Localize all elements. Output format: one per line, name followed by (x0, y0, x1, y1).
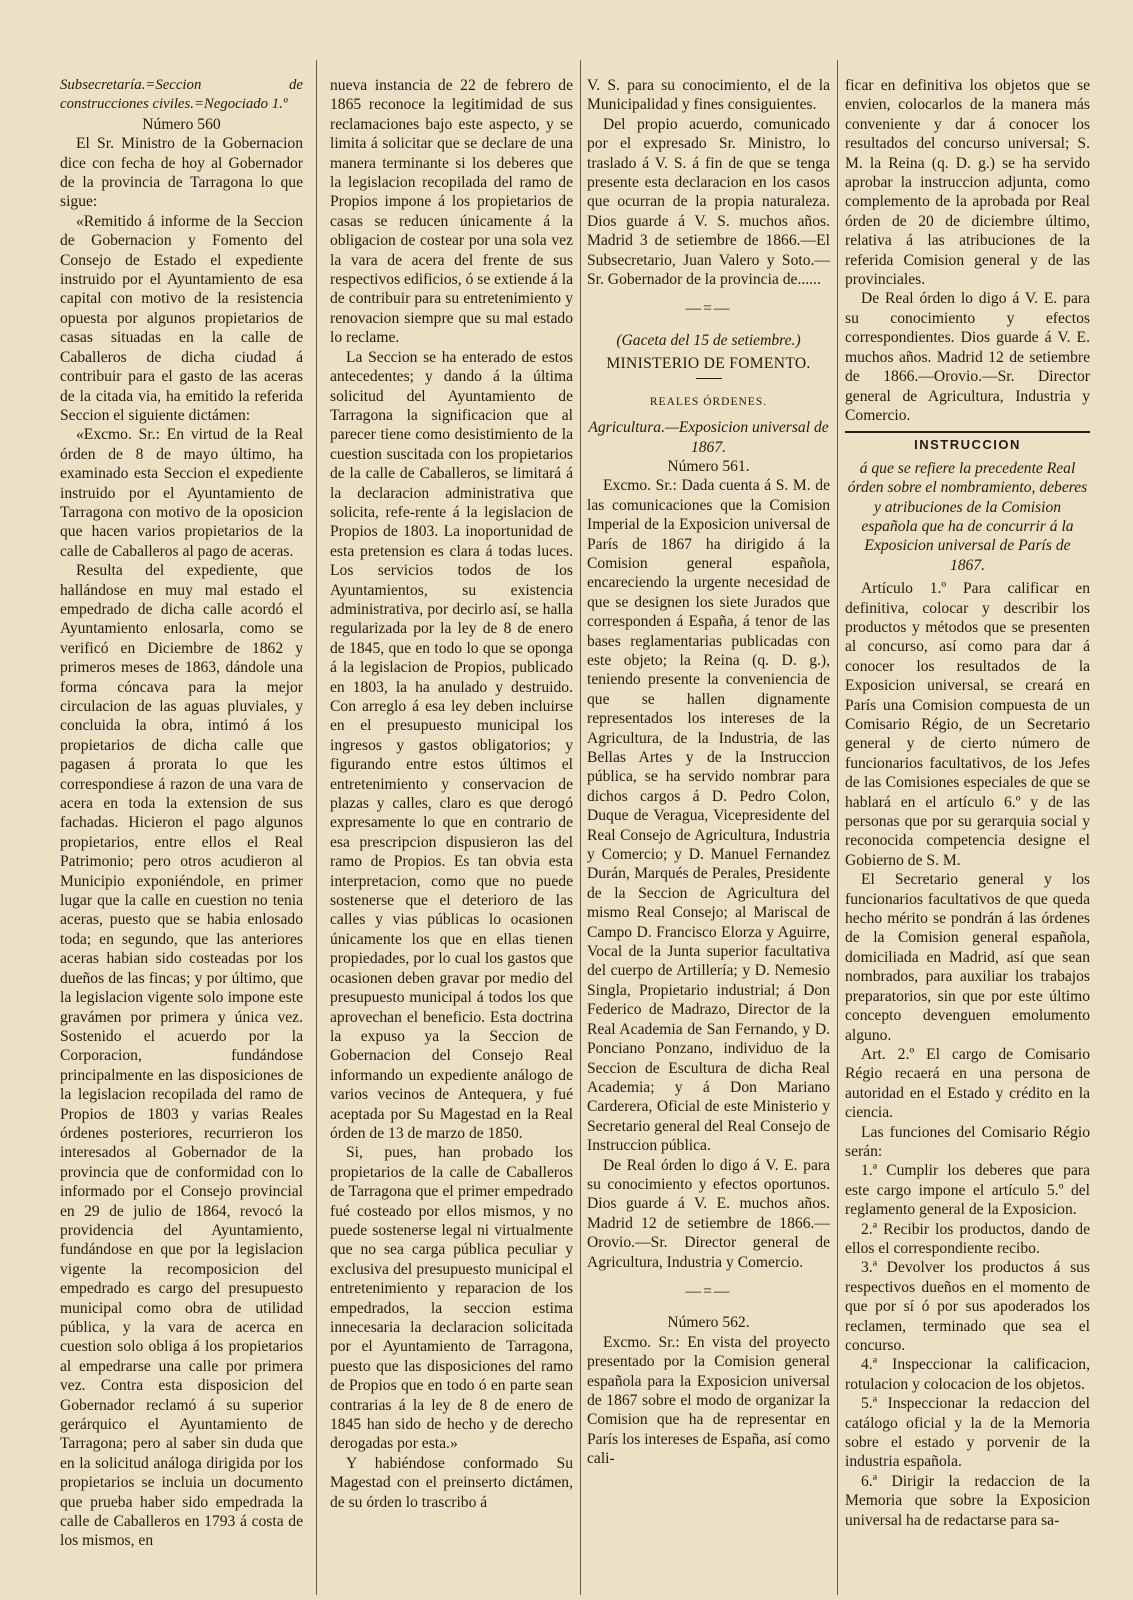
paragraph: V. S. para su conocimiento, el de la Municipalidad y fines consiguientes. (587, 77, 830, 114)
article: 1.ª Cumplir los deberes que para este cargo impone el artículo 5.º del reglamento general de la Exposicion. (845, 1162, 1090, 1219)
article: 5.ª Inspeccionar la redaccion del catálogo oficial y la de la Memoria sobre el estado y porvenir de la industria española. (845, 1395, 1090, 1471)
section-header: Subsecretaría.=Seccion de construcciones civiles.=Negociado 1.º (60, 77, 303, 113)
article: 3.ª Devolver los productos á sus respectivos dueños en el momento de que por sí ó por sus apoderados los reclamen, terminado que sea el concurso. (845, 1259, 1090, 1354)
instruccion-heading: INSTRUCCION (845, 431, 1090, 454)
paragraph: «Remitido á informe de la Seccion de Gobernacion y Fomento del Consejo de Estado el expediente instruido por el Ayuntamiento de esa capital con motivo de la resistencia opuesta por algunos propietarios de casas situadas en la calle de Caballeros de dicha ciudad á contribuir para el gasto de las aceras de la citada via, ha emitido la referida Seccion el siguiente dictámen: (60, 212, 303, 424)
column-3 (587, 76, 830, 1592)
divider: —=— (685, 300, 732, 318)
article: Las funciones del Comisario Régio serán: (845, 1123, 1090, 1160)
subject-heading: Agricultura.—Exposicion universal de 1867. (588, 419, 829, 456)
article: 6.ª Dirigir la redaccion de la Memoria que sobre la Exposicion universal ha de redactarse para sa- (845, 1472, 1090, 1529)
paragraph: De Real órden lo digo á V. E. para su conocimiento y efectos oportunos. Dios guarde á V. E. muchos años. Madrid 12 de setiembre de 1866.—Orovio.—Sr. Director general de Agricultura, Industria y Comercio. (587, 1156, 830, 1271)
paragraph: nueva instancia de 22 de febrero de 1865 reconoce la legitimidad de sus reclamaciones bajo este aspecto, y se limita á solicitar que se declare de una manera terminante si los deberes que la legislacion recopilada del ramo de Propios impone á los propietarios de casas se reducen únicamente á la obligacion de costear por una sola vez la vara de acera del frente de sus respectivos edificios, ó se extiende á la de contribuir para su entretenimiento y renovacion siempre que su mal estado lo reclame. (330, 77, 573, 347)
article: Artículo 1.º Para calificar en definitiva, colocar y describir los productos y métodos que se presenten al concurso, así como para dar á conocer los resultados de la Exposicion universal, se creará en París una Comision compuesta de un Comisario Régio, de un Secretario general y de cierto número de funcionarios facultativos, de los Jefes de las Comisiones especiales de que se hablará en el artículo 6.º y de las personas que por su gerarquia social y reconocida competencia designe el Gobierno de S. M. (845, 580, 1090, 869)
article: Art. 2.º El cargo de Comisario Régio recaerá en una persona de autoridad en el Estado y crédito en la ciencia. (845, 1045, 1090, 1122)
paragraph: Si, pues, han probado los propietarios de la calle de Caballeros de Tarragona que el primer empedrado fué costeado por ellos mismos, y no puede sostenerse legal ni virtualmente que no sea carga pública peculiar y exclusiva del presupuesto municipal el entretenimiento y reparacion de los empedrados, la seccion estima innecesaria la declaracion solicitada por el Ayuntamiento de Tarragona, puesto que las disposiciones del ramo de Propios que en todo ó en parte sean contrarias á la ley de 8 de enero de 1845 han sido de hecho y de derecho derogadas por esta.» (330, 1144, 573, 1453)
number-561: Número 561. (667, 457, 750, 475)
short-rule (696, 378, 722, 379)
column-1 (60, 76, 303, 1592)
column-2 (330, 76, 573, 1592)
paragraph: El Sr. Ministro de la Gobernacion dice con fecha de hoy al Gobernador de la provincia de Tarragona lo que sigue: (60, 135, 303, 211)
number-562: Número 562. (667, 1314, 750, 1332)
divider: —=— (685, 1282, 732, 1300)
column-rule (580, 60, 581, 1595)
paragraph: ficar en definitiva los objetos que se envien, colocarlos de la manera más conveniente y dar á conocer los resultados del concurso universal; S. M. la Reina (q. D. g.) se ha servido aprobar la instruccion adjunta, como complemento de la aprobada por Real órden de 20 de diciembre último, relativa á las atribuciones de la referida Comision general y de las provinciales. (845, 77, 1090, 289)
paragraph: La Seccion se ha enterado de estos antecedentes; y dando á la última solicitud del Ayuntamiento de Tarragona la significacion que al parecer tiene como desistimiento de la cuestion suscitada con los propietarios de la calle de Caballeros, se limitará á la declaracion administrativa que solicita, refe-rente á la legislacion de Propios de 1803. La inoportunidad de esta pretension es clara á todas luces. Los servicios todos de los Ayuntamientos, su existencia administrativa, por decirlo así, se halla regularizada por la ley de 8 de enero de 1845, que en todo lo que se oponga á la legislacion de Propios, publicado en 1803, la ha anulado y destruido. Con arreglo á esa ley deben incluirse en el presupuesto municipal los ingresos y gastos obligatorios; y figurando entre estos últimos el entretenimiento y conservacion de plazas y calles, claro es que derogó expresamente lo que en contrario de esa prescripcion dispusieron las del ramo de Propios. Es tan obvia esta interpretacion, como que no puede sostenerse que el deterioro de las calles y vias públicas lo ocasionen únicamente los que en ellas tienen propiedades, por lo cual los gastos que ocasionen deben gravar por medio del presupuesto municipal á todos los que aprovechan el beneficio. Esta doctrina la expuso ya la Seccion de Gobernacion del Consejo Real informando un expediente análogo de varios vecinos de Antequera, y fué aceptada por Su Magestad en la Real órden de 13 de marzo de 1850. (330, 348, 573, 1142)
article: 4.ª Inspeccionar la calificacion, rotulacion y colocacion de los objetos. (845, 1356, 1090, 1393)
paragraph: Excmo. Sr.: Dada cuenta á S. M. de las comunicaciones que la Comision Imperial de la Exposicion universal de París de 1867 ha dirigido á la Comision general española, encareciendo la urgente necesidad de que se designen los siete Jurados que corresponden á España, á tenor de las bases reglamentarias publicadas con este objeto; la Reina (q. D. g.), teniendo presente la conveniencia de que se hallen dignamente representados los intereses de la Agricultura, de la Industria, de las Bellas Artes y de la Instruccion pública, se ha servido nombrar para dichos cargos á D. Pedro Colon, Duque de Veragua, Vicepresidente del Real Consejo de Agricultura, Industria y Comercio; y D. Manuel Fernandez Durán, Marqués de Perales, Presidente de la Seccion de Agricultura del mismo Real Consejo; al Mariscal de Campo D. Francisco Elorza y Aguirre, Vocal de la Junta superior facultativa del cuerpo de Artillería; y D. Nemesio Singla, Propietario industrial; á Don Federico de Madrazo, Director de la Real Academia de San Fernando, y D. Ponciano Ponzano, individuo de la Seccion de Escultura de dicha Real Academia; y á Don Mariano Carderera, Oficial de este Ministerio y Secretario general del Real Consejo de Instruccion pública. (587, 477, 830, 1155)
number-560: Número 560 (142, 115, 221, 133)
article: 2.ª Recibir los productos, dando de ellos el correspondiente recibo. (845, 1220, 1090, 1257)
gazette-caption: (Gaceta del 15 de setiembre.) (616, 331, 801, 349)
column-rule (837, 60, 838, 1595)
paragraph: Y habiéndose conformado Su Magestad con el preinserto dictámen, de su órden lo trascribo á (330, 1454, 573, 1511)
paragraph: «Excmo. Sr.: En virtud de la Real órden de 8 de mayo último, ha examinado esta Seccion el expediente instruido por el Ayuntamiento de Tarragona con motivo de la oposicion que hacen varios propietarios de la calle de Caballeros al pago de aceras. (60, 426, 303, 560)
article: El Secretario general y los funcionarios facultativos de que queda hecho mérito se pondrán á las órdenes de la Comision general española, domiciliada en Madrid, así que sean nombrados, para auxiliar los trabajos preparatorios, sin que por este último concepto devenguen emolumento alguno. (845, 871, 1090, 1044)
paragraph: Del propio acuerdo, comunicado por el expresado Sr. Ministro, lo traslado á V. S. á fin de que se tenga presente esta declaracion en los casos que ocurran de la propia naturaleza. Dios guarde á V. S. muchos años. Madrid 3 de setiembre de 1866.—El Subsecretario, Juan Valero y Soto.—Sr. Gobernador de la provincia de...... (587, 115, 830, 289)
paragraph: Resulta del expediente, que hallándose en muy mal estado el empedrado de dicha calle acordó el Ayuntamiento enlosarla, como se verificó en Diciembre de 1862 y primeros meses de 1863, dándole una forma cóncava para la mejor circulacion de las aguas pluviales, y concluida la obra, intimó á los propietarios de dicha calle que pagasen á prorata lo que les correspondiese á razon de una vara de acera en toda la extension de sus fachadas. Hicieron el pago algunos propietarios, entre ellos el Real Patrimonio; pero otros acudieron al Municipio exponiéndole, en primer lugar que la calle en cuestion no tenia aceras, puesto que se habia enlosado toda; en segundo, que las anteriores aceras habian sido costeadas por los dueños de las fincas; y por último, que la legislacion vigente solo impone este gravámen por primera y única vez. Sostenido el acuerdo por la Corporacion, fundándose principalmente en las disposiciones de la legislacion recopilada del ramo de Propios de 1803 y varias Reales órdenes posteriores, recurrieron los interesados al Gobernador de la provincia que de conformidad con lo informado por el Consejo provincial en 29 de julio de 1864, revocó la providencia del Ayuntamiento, fundándose en que por la legislacion vigente la recomposicion del empedrado es cargo del presupuesto municipal como obra de utilidad pública, y la vara de acerca en cuestion solo obliga á los propietarios al empedrarse una calle por primera vez. Contra esta disposicion del Gobernador reclamó á su superior gerárquico el Ayuntamiento de Tarragona; pero al saber sin duda que en la solicitud análoga dirigida por los propietarios se incluia un documento que prueba haber sido empedrada la calle de Caballeros en 1793 á costa de los mismos, en (60, 562, 303, 1550)
column-rule (316, 60, 317, 1595)
reales-ordenes-heading: REALES ÓRDENES. (649, 395, 768, 408)
column-4 (845, 76, 1090, 1592)
ministry-heading: MINISTERIO DE FOMENTO. (606, 355, 811, 373)
paragraph: Excmo. Sr.: En vista del proyecto presentado por la Comision general española para la Exposicion universal de 1867 sobre el modo de organizar la Comision que ha de representar en París los intereses de España, así como cali- (587, 1333, 830, 1468)
paragraph: De Real órden lo digo á V. E. para su conocimiento y efectos correspondientes. Dios guarde á V. E. muchos años. Madrid 12 de setiembre de 1866.—Orovio.—Sr. Director general de Agricultura, Industria y Comercio. (845, 290, 1090, 424)
instruccion-title: á que se refiere la precedente Real órden sobre el nombramiento, deberes y atribuciones de la Comision española que ha de concurrir á la Exposicion universal de París de 1867. (847, 459, 1088, 574)
